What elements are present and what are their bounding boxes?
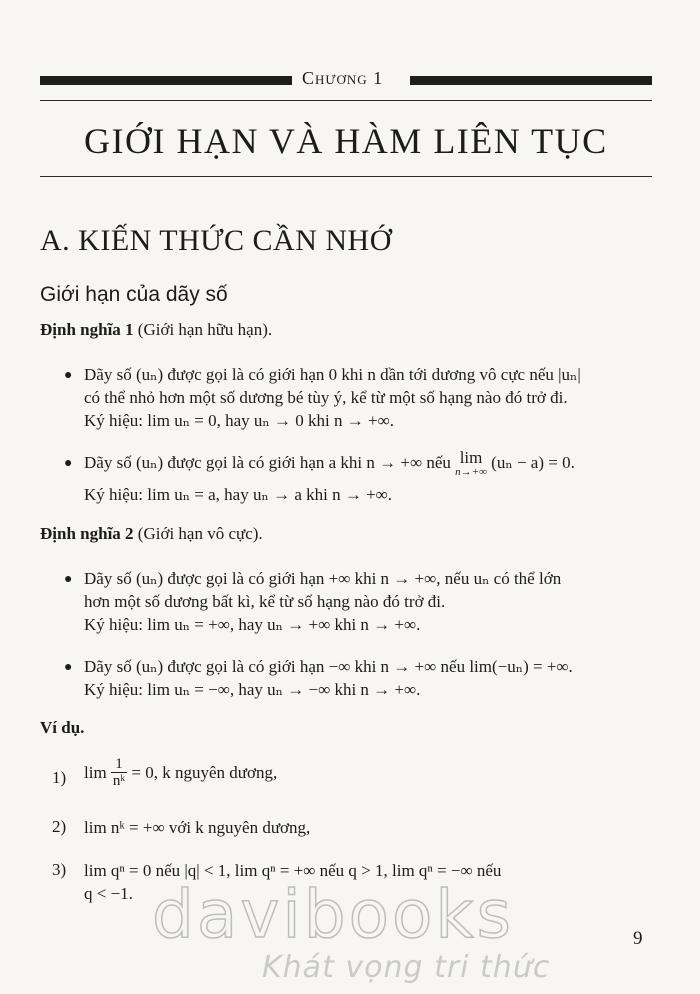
example-1-lim: lim xyxy=(84,763,107,782)
bullet-icon: ● xyxy=(64,456,73,471)
example-2-text: lim nᵏ = +∞ với k nguyên dương, xyxy=(84,818,311,837)
def2-bullet2 xyxy=(84,655,664,701)
def2-bullet2-line2: Ký hiệu: lim uₙ = −∞, hay uₙ → −∞ khi n → +∞. xyxy=(84,680,421,699)
def1-bullet2-text-a: Dãy số (uₙ) được gọi là có giới hạn a khi n → +∞ nếu xyxy=(84,453,451,472)
definition-2-label: Định nghĩa 2 xyxy=(40,524,134,543)
def2-bullet1 xyxy=(84,567,664,636)
limit-subscript: n→+∞ xyxy=(455,466,487,478)
header-right-bar xyxy=(410,76,652,85)
header-left-bar xyxy=(40,76,292,85)
def2-bullet1-line1: Dãy số (uₙ) được gọi là có giới hạn +∞ khi n → +∞, nếu uₙ có thể lớn xyxy=(84,569,562,588)
bullet-icon: ● xyxy=(64,660,73,675)
fraction-denominator: nᵏ xyxy=(112,773,126,789)
bullet-icon: ● xyxy=(64,368,73,383)
fraction-numerator: 1 xyxy=(111,756,127,773)
page-number: 9 xyxy=(633,928,643,949)
example-1 xyxy=(84,756,277,789)
watermark-brand: davibooks xyxy=(152,876,514,953)
bullet-icon: ● xyxy=(64,572,73,587)
example-1-fraction xyxy=(111,756,127,789)
subsection-heading: Giới hạn của dãy số xyxy=(40,283,228,306)
examples-label: Ví dụ. xyxy=(40,718,85,737)
definition-2-note: (Giới hạn vô cực). xyxy=(133,524,263,543)
watermark-tagline: Khát vọng tri thức xyxy=(262,950,551,985)
example-1-number: 1) xyxy=(52,768,67,787)
example-3-line2: q < −1. xyxy=(84,884,133,903)
example-1-text: = 0, k nguyên dương, xyxy=(131,763,278,782)
example-3-line1: lim qⁿ = 0 nếu |q| < 1, lim qⁿ = +∞ nếu q > 1, lim qⁿ = −∞ nếu xyxy=(84,861,502,880)
chapter-label: Chương 1 xyxy=(302,68,384,88)
def1-bullet2 xyxy=(84,448,664,506)
def1-bullet2-line2: Ký hiệu: lim uₙ = a, hay uₙ → a khi n → +∞. xyxy=(84,485,393,504)
def1-bullet2-line1 xyxy=(84,448,664,479)
definition-1-label: Định nghĩa 1 xyxy=(40,320,134,339)
chapter-title: GIỚI HẠN VÀ HÀM LIÊN TỤC xyxy=(84,121,608,161)
definition-1 xyxy=(40,320,272,340)
limit-operator xyxy=(455,448,487,479)
def1-bullet2-text-b: (uₙ − a) = 0. xyxy=(491,453,575,472)
definition-1-note: (Giới hạn hữu hạn). xyxy=(133,320,273,339)
def1-bullet1-line1: Dãy số (uₙ) được gọi là có giới hạn 0 khi n dần tới dương vô cực nếu |uₙ| xyxy=(84,365,581,384)
def1-bullet1-line2: có thể nhỏ hơn một số dương bé tùy ý, kể từ một số hạng nào đó trở đi. xyxy=(84,388,568,407)
section-heading: A. KIẾN THỨC CẦN NHỚ xyxy=(40,224,392,257)
definition-2 xyxy=(40,524,263,544)
header-rule-top xyxy=(40,100,652,101)
limit-word: lim xyxy=(459,448,483,467)
def1-bullet1-line3: Ký hiệu: lim uₙ = 0, hay uₙ → 0 khi n → +∞. xyxy=(84,411,394,430)
def2-bullet1-line3: Ký hiệu: lim uₙ = +∞, hay uₙ → +∞ khi n → +∞. xyxy=(84,615,421,634)
def2-bullet2-line1: Dãy số (uₙ) được gọi là có giới hạn −∞ khi n → +∞ nếu lim(−uₙ) = +∞. xyxy=(84,657,573,676)
def1-bullet1 xyxy=(84,363,664,432)
header-rule-bottom xyxy=(40,176,652,177)
example-3-number: 3) xyxy=(52,860,67,879)
example-2-number: 2) xyxy=(52,817,67,836)
def2-bullet1-line2: hơn một số dương bất kì, kể từ số hạng nào đó trở đi. xyxy=(84,592,446,611)
